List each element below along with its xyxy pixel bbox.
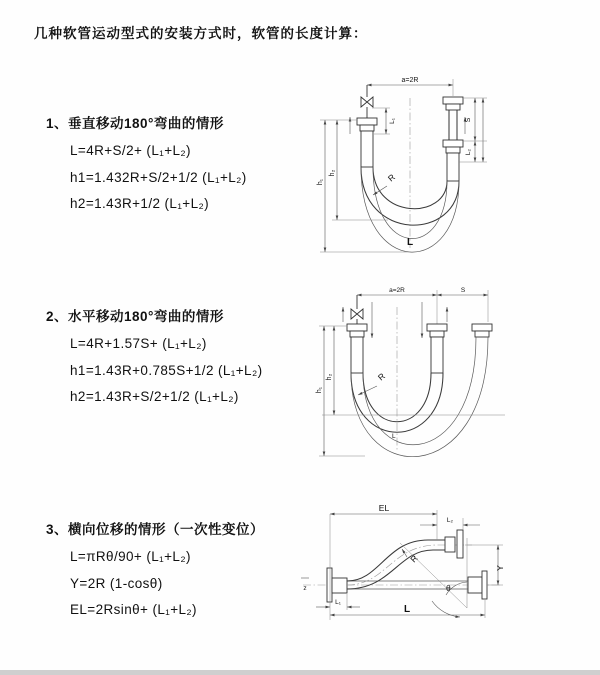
formula-y: Y=2R (1-cosθ) [70,575,163,591]
braided-hose-section [431,337,443,373]
dim-label-span: a=2R [401,77,419,84]
dimension-span [357,287,488,324]
middle-fitting [427,324,447,373]
dimension-span [367,77,453,96]
dimension-l2 [420,517,480,530]
radius-label [373,172,397,195]
datum-label: z [303,585,307,592]
section-horizontal-bend [46,305,326,416]
section-3-heading: 3、横向位移的情形（一次性变位） [46,522,265,537]
dim-label-h1: h₁ [317,178,324,186]
displaced-fitting [472,324,492,337]
section-2-formulas [46,336,326,404]
dim-label-s: S [465,117,472,123]
dim-label-r: R [408,553,420,565]
dim-label-length: L [392,433,396,440]
braided-hose-section [447,153,459,181]
section-lateral-displacement [46,518,326,629]
dim-label-r: R [385,171,397,184]
upper-flange [445,530,463,558]
dim-label-l1: L₁ [389,118,396,124]
dim-label-length: L [407,237,414,248]
diagram-lateral-displacement [300,500,595,660]
dim-label-l2: L₂ [465,148,472,156]
right-fitting [443,97,463,181]
dim-label-r: R [375,370,387,383]
dimension-heights [316,326,505,456]
radius-label [402,549,420,564]
u-bend-hose [351,337,488,457]
dim-label-h1: h₁ [316,386,323,394]
section-2-heading: 2、水平移动180°弯曲的情形 [46,309,224,324]
section-1-heading: 1、垂直移动180°弯曲的情形 [46,116,224,131]
dim-label-el: EL [378,503,390,513]
formula-length: L=4R+S/2+ (L₁+L₂) [70,143,191,158]
formula-h1: h1=1.43R+0.785S+1/2 (L₁+L₂) [70,362,263,378]
valve-icon [361,85,373,118]
dim-label-l1: L₁ [335,599,341,606]
valve-icon [351,295,363,324]
dim-label-l2: L₂ [446,517,454,524]
left-fitting [357,118,377,167]
dim-label-length: L [404,604,411,615]
braided-hose-section [351,337,363,373]
dim-label-h2: h₂ [329,169,336,177]
dim-label-s: S [460,287,466,294]
formula-length: L=πRθ/90+ (L₁+L₂) [70,549,191,564]
dim-label-y: Y [495,565,505,571]
formula-h2: h2=1.43R+S/2+1/2 (L₁+L₂) [70,389,239,404]
diagram-horizontal-180-bend [310,282,595,470]
dim-label-theta: θ [446,583,451,593]
dimension-s-l2 [459,98,487,162]
page-title: 几种软管运动型式的安装方式时，软管的长度计算： [34,26,368,41]
right-flange [468,571,487,599]
section-1-formulas [46,143,326,211]
formula-length: L=4R+1.57S+ (L₁+L₂) [70,336,207,351]
radius-label [358,371,387,395]
formula-h2: h2=1.43R+1/2 (L₁+L₂) [70,196,210,211]
left-fitting [347,324,367,373]
section-3-formulas [46,549,326,617]
formula-h1: h1=1.432R+S/2+1/2 (L₁+L₂) [70,169,247,185]
dim-label-span: a=2R [389,287,405,294]
section-vertical-bend [46,112,326,223]
formula-el: EL=2Rsinθ+ (L₁+L₂) [70,602,197,617]
dimension-l1 [316,594,360,610]
braided-hose-section [361,131,373,167]
dimension-el [330,503,437,540]
diagram-vertical-180-bend [310,70,590,262]
page-bottom-edge [0,670,600,675]
dim-label-h2: h₂ [326,373,333,381]
